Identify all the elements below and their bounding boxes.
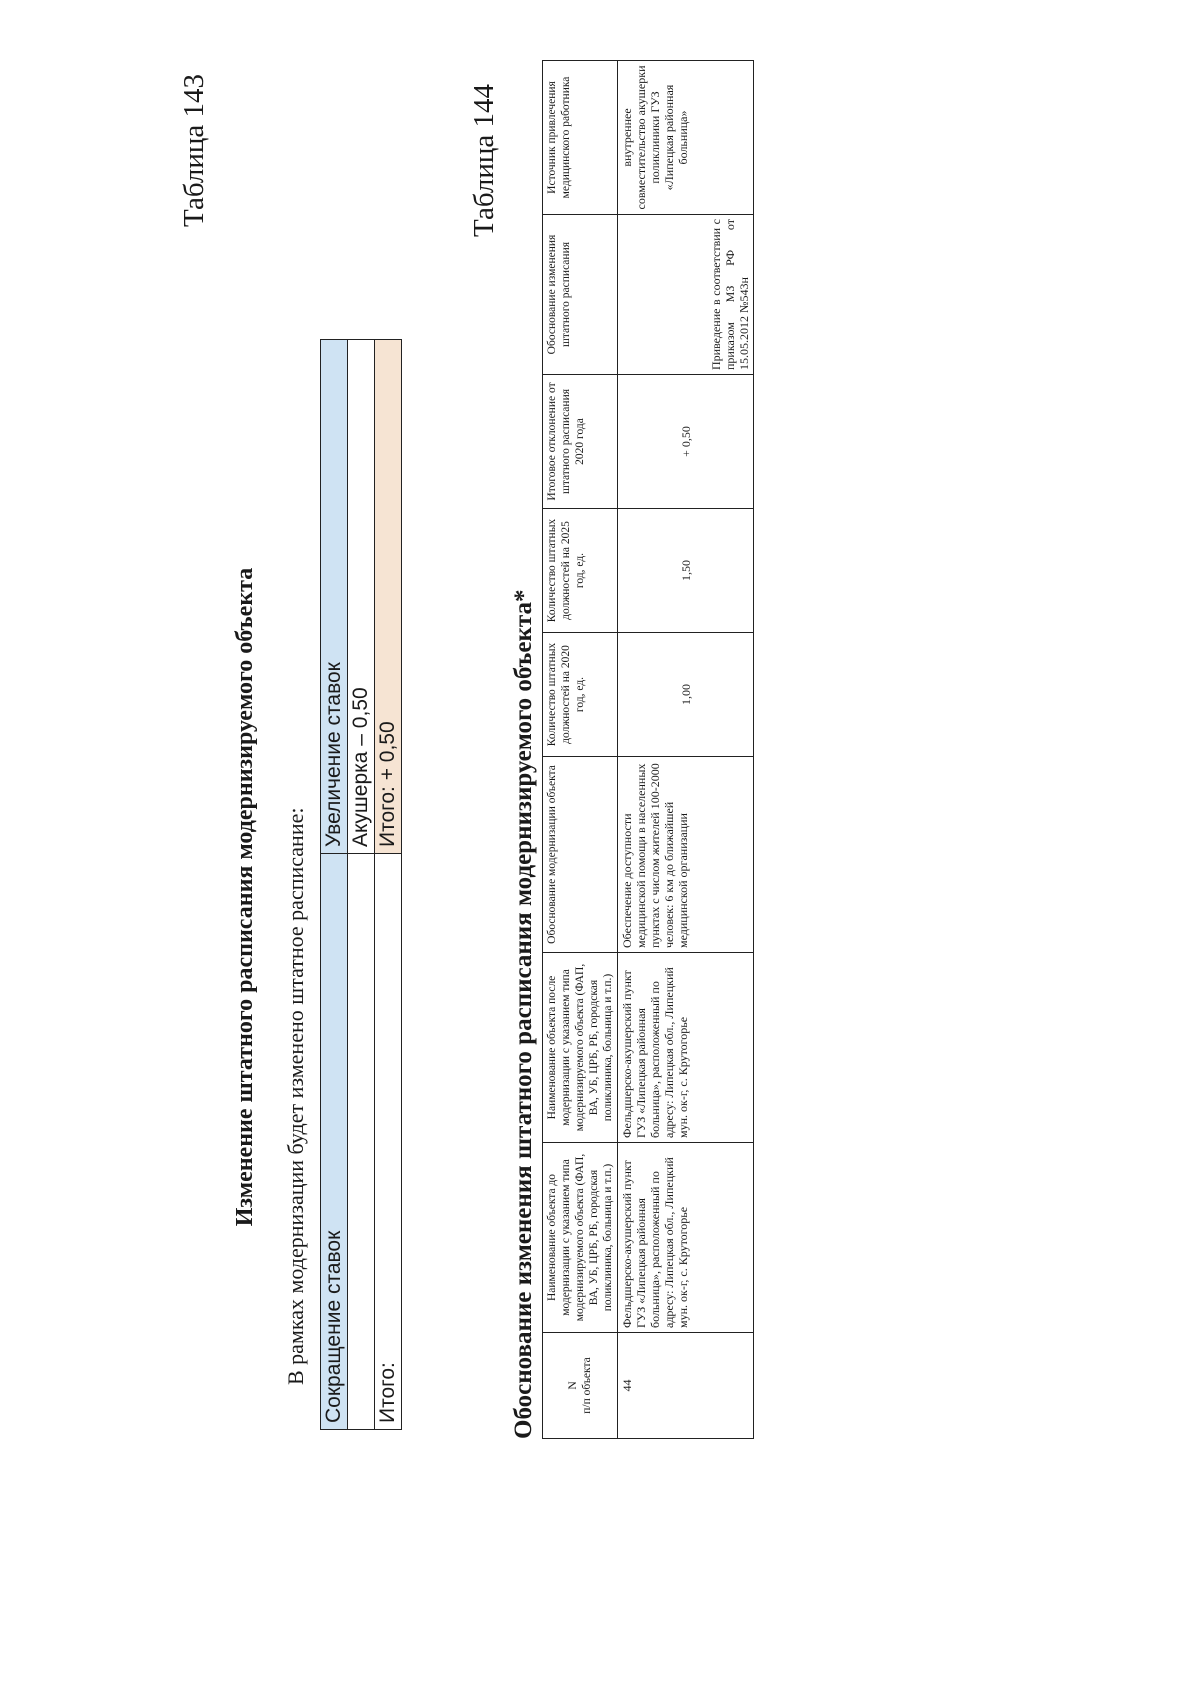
col-header-after: Наименование объекта после модернизации с указанием типа модернизируемого объекта (ФАП, ВА, УБ, ЦРБ, РБ, городская поликлиника, больница и т.п.) [543,953,618,1143]
col-header-reason: Обоснование модернизации объекта [543,757,618,953]
cell-count2025: 1,50 [618,509,754,633]
table-143 [320,339,402,1430]
table-header-row [543,61,618,1439]
cell-reason: Обеспечение доступности медицинской помощи в населенных пунктах с числом жителей 100-2000 человек: 6 км до ближайшей медицинской организации [618,757,754,953]
row-decrease [348,854,375,1430]
col-header-source: Источник привлечения медицинского работника [543,61,618,215]
table-143-intro: В рамках модернизации будет изменено штатное расписание: [283,807,308,1385]
cell-count2020: 1,00 [618,633,754,757]
col-header-count2020: Количество штатных должностей на 2020 год, ед. [543,633,618,757]
cell-num: 44 [618,1333,754,1439]
table-144-label: Таблица 144 [468,83,500,237]
cell-source: внутреннее совместительство акушерки поликлиники ГУЗ «Липецкая районная больница» [618,61,754,215]
total-decrease: Итого: [375,854,402,1430]
table-144 [542,60,754,1439]
row-increase: Акушерка – 0,50 [348,340,375,854]
col-header-num: N п/п объекта [543,1333,618,1439]
col-header-deviation: Итоговое отклонение от штатного расписания 2020 года [543,375,618,509]
col-header-count2025: Количество штатных должностей на 2025 год, ед. [543,509,618,633]
header-decrease: Сокращение ставок [321,854,348,1430]
cell-change-reason: Приведение в соответствии с приказом МЗ РФ от 15.05.2012 №543н [618,215,754,375]
table-143-label: Таблица 143 [178,73,210,227]
table-143-heading: Изменение штатного расписания модернизируемого объекта [232,567,258,1227]
table-144-heading: Обоснование изменения штатного расписания модернизируемого объекта* [510,589,537,1439]
header-increase: Увеличение ставок [321,340,348,854]
col-header-before: Наименование объекта до модернизации с указанием типа модернизируемого объекта (ФАП, ВА, УБ, ЦРБ, РБ, городская поликлиника, больница и т.п.) [543,1143,618,1333]
cell-before: Фельдшерско-акушерский пункт ГУЗ «Липецкая районная больница», расположенный по адресу: Липецкая обл., Липецкий мун. ок-г, с. Крутогорье [618,1143,754,1333]
cell-after: Фельдшерско-акушерский пункт ГУЗ «Липецкая районная больница», расположенный по адресу: Липецкая обл., Липецкий мун. ок-г, с. Крутогорье [618,953,754,1143]
total-increase: Итого: + 0,50 [375,340,402,854]
col-header-change-reason: Обоснование изменения штатного расписания [543,215,618,375]
cell-deviation: + 0,50 [618,375,754,509]
table-row [618,61,754,1439]
